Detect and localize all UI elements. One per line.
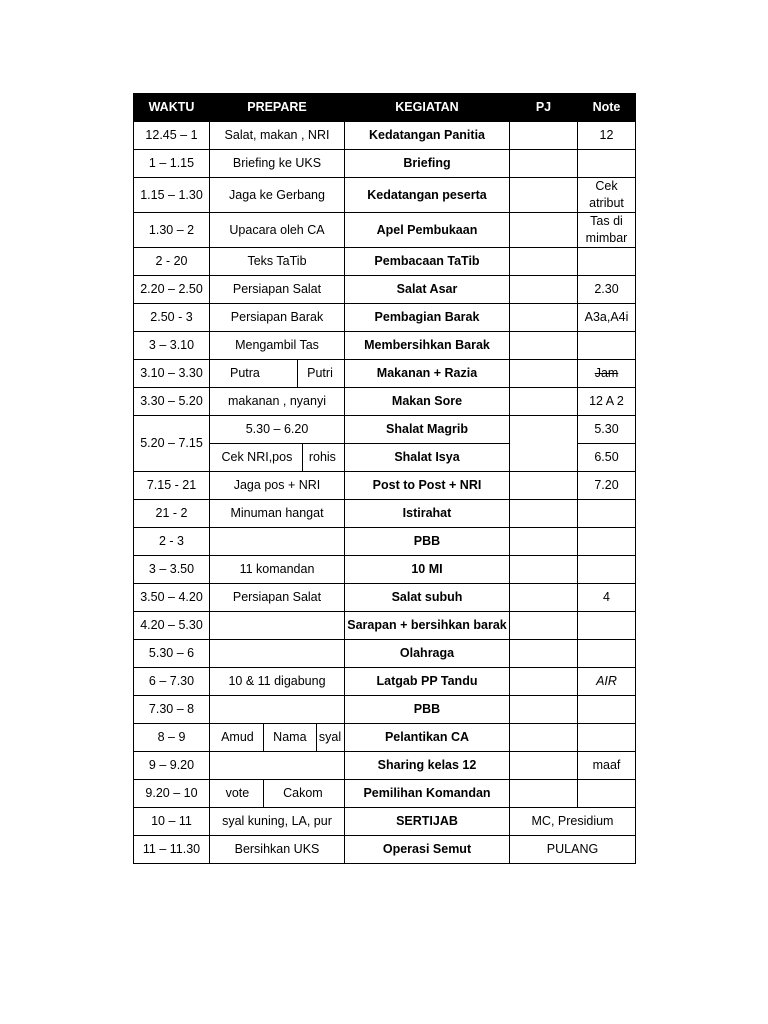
table-row xyxy=(134,472,636,500)
table-row xyxy=(134,612,636,640)
kegiatan-cell: Pembagian Barak xyxy=(345,304,510,332)
waktu-cell: 9.20 – 10 xyxy=(134,780,210,808)
header-note: Note xyxy=(578,94,636,122)
table-row xyxy=(134,528,636,556)
pj-cell xyxy=(510,556,578,584)
prepare-cell: 5.30 – 6.20 xyxy=(210,416,345,444)
table-row xyxy=(134,360,636,388)
pj-cell xyxy=(510,360,578,388)
kegiatan-cell: Latgab PP Tandu xyxy=(345,668,510,696)
waktu-cell: 21 - 2 xyxy=(134,500,210,528)
pj-cell xyxy=(510,472,578,500)
pj-cell xyxy=(510,122,578,150)
note-cell xyxy=(578,332,636,360)
note-cell xyxy=(578,500,636,528)
prepare-sub-cell: Cakom xyxy=(263,780,342,807)
waktu-cell: 1 – 1.15 xyxy=(134,150,210,178)
prepare-sub-cell: Amud xyxy=(221,730,254,744)
pj-cell xyxy=(510,528,578,556)
note-cell xyxy=(578,780,636,808)
schedule-table xyxy=(133,93,636,864)
pj-cell xyxy=(510,388,578,416)
waktu-cell: 3.50 – 4.20 xyxy=(134,584,210,612)
prepare-cell: 10 & 11 digabung xyxy=(210,668,345,696)
table-row xyxy=(134,388,636,416)
prepare-cell xyxy=(210,612,345,640)
note-cell xyxy=(578,528,636,556)
prepare-cell xyxy=(210,780,345,808)
kegiatan-cell: Briefing xyxy=(345,150,510,178)
waktu-cell: 9 – 9.20 xyxy=(134,752,210,780)
note-cell: 5.30 xyxy=(578,416,636,444)
note-cell xyxy=(578,640,636,668)
waktu-cell: 2.50 - 3 xyxy=(134,304,210,332)
waktu-cell: 5.30 – 6 xyxy=(134,640,210,668)
kegiatan-cell: Sharing kelas 12 xyxy=(345,752,510,780)
kegiatan-cell: Operasi Semut xyxy=(345,836,510,864)
kegiatan-cell: Salat subuh xyxy=(345,584,510,612)
table-row xyxy=(134,276,636,304)
table-row xyxy=(134,584,636,612)
waktu-cell: 10 – 11 xyxy=(134,808,210,836)
note-cell: Jam xyxy=(578,360,636,388)
table-row xyxy=(134,836,636,864)
prepare-sub-cell: rohis xyxy=(302,444,342,471)
kegiatan-cell: Kedatangan Panitia xyxy=(345,122,510,150)
table-row xyxy=(134,304,636,332)
waktu-cell: 3.10 – 3.30 xyxy=(134,360,210,388)
table-row xyxy=(134,150,636,178)
table-row xyxy=(134,500,636,528)
waktu-cell: 8 – 9 xyxy=(134,724,210,752)
waktu-cell: 2 - 3 xyxy=(134,528,210,556)
note-cell: Cek atribut xyxy=(578,178,636,213)
header-prepare: PREPARE xyxy=(210,94,345,122)
note-cell: 12 xyxy=(578,122,636,150)
header-row xyxy=(134,94,636,122)
kegiatan-cell: Sarapan + bersihkan barak xyxy=(345,612,510,640)
pj-cell xyxy=(510,752,578,780)
kegiatan-cell: SERTIJAB xyxy=(345,808,510,836)
table-row xyxy=(134,640,636,668)
waktu-cell: 3 – 3.10 xyxy=(134,332,210,360)
pj-cell xyxy=(510,500,578,528)
kegiatan-cell: Pelantikan CA xyxy=(345,724,510,752)
note-cell: Tas di mimbar xyxy=(578,213,636,248)
prepare-sub-cell: Putri xyxy=(298,360,343,387)
pj-cell xyxy=(510,612,578,640)
prepare-cell xyxy=(210,752,345,780)
waktu-cell: 2.20 – 2.50 xyxy=(134,276,210,304)
prepare-cell: Minuman hangat xyxy=(210,500,345,528)
note-cell: maaf xyxy=(578,752,636,780)
table-row xyxy=(134,780,636,808)
pj-note-cell: MC, Presidium xyxy=(510,808,636,836)
table-row xyxy=(134,248,636,276)
prepare-cell xyxy=(210,360,345,388)
kegiatan-cell: Makan Sore xyxy=(345,388,510,416)
prepare-cell: syal kuning, LA, pur xyxy=(210,808,345,836)
header-kegiatan: KEGIATAN xyxy=(345,94,510,122)
waktu-cell: 6 – 7.30 xyxy=(134,668,210,696)
kegiatan-cell: Shalat Magrib xyxy=(345,416,510,444)
kegiatan-cell: Olahraga xyxy=(345,640,510,668)
waktu-cell: 7.30 – 8 xyxy=(134,696,210,724)
header-waktu: WAKTU xyxy=(134,94,210,122)
prepare-cell: Upacara oleh CA xyxy=(210,213,345,248)
kegiatan-cell: Kedatangan peserta xyxy=(345,178,510,213)
pj-cell xyxy=(510,780,578,808)
table-row xyxy=(134,724,636,752)
prepare-sub-cell: Cek NRI,pos xyxy=(221,450,293,464)
pj-cell xyxy=(510,724,578,752)
waktu-cell: 2 - 20 xyxy=(134,248,210,276)
note-cell xyxy=(578,248,636,276)
header-pj: PJ xyxy=(510,94,578,122)
table-row xyxy=(134,416,636,444)
prepare-cell: 11 komandan xyxy=(210,556,345,584)
prepare-sub-cell: Putra xyxy=(230,366,260,380)
note-cell xyxy=(578,612,636,640)
table-row xyxy=(134,808,636,836)
kegiatan-cell: Post to Post + NRI xyxy=(345,472,510,500)
prepare-sub-cell: syal xyxy=(316,724,342,751)
note-cell xyxy=(578,696,636,724)
waktu-cell: 5.20 – 7.15 xyxy=(134,416,210,472)
note-cell xyxy=(578,556,636,584)
prepare-cell: makanan , nyanyi xyxy=(210,388,345,416)
table-row xyxy=(134,752,636,780)
waktu-cell: 11 – 11.30 xyxy=(134,836,210,864)
pj-cell xyxy=(510,150,578,178)
prepare-sub-cell: Nama xyxy=(263,724,316,751)
prepare-cell: Persiapan Barak xyxy=(210,304,345,332)
note-cell: 12 A 2 xyxy=(578,388,636,416)
note-cell: A3a,A4i xyxy=(578,304,636,332)
prepare-cell: Persiapan Salat xyxy=(210,584,345,612)
prepare-split xyxy=(212,724,342,751)
table-row xyxy=(134,332,636,360)
pj-cell xyxy=(510,696,578,724)
waktu-cell: 3.30 – 5.20 xyxy=(134,388,210,416)
prepare-split xyxy=(212,780,342,807)
table-row xyxy=(134,696,636,724)
pj-cell xyxy=(510,668,578,696)
table-row xyxy=(134,122,636,150)
pj-cell xyxy=(510,640,578,668)
note-cell: 2.30 xyxy=(578,276,636,304)
note-cell xyxy=(578,724,636,752)
table-row xyxy=(134,178,636,213)
note-cell: 4 xyxy=(578,584,636,612)
note-cell: 6.50 xyxy=(578,444,636,472)
prepare-cell: Jaga ke Gerbang xyxy=(210,178,345,213)
kegiatan-cell: Pemilihan Komandan xyxy=(345,780,510,808)
pj-note-cell: PULANG xyxy=(510,836,636,864)
prepare-cell: Salat, makan , NRI xyxy=(210,122,345,150)
prepare-cell xyxy=(210,696,345,724)
note-cell: AIR xyxy=(578,668,636,696)
kegiatan-cell: PBB xyxy=(345,696,510,724)
prepare-cell: Jaga pos + NRI xyxy=(210,472,345,500)
pj-cell xyxy=(510,332,578,360)
pj-cell xyxy=(510,416,578,472)
kegiatan-cell: Pembacaan TaTib xyxy=(345,248,510,276)
waktu-cell: 12.45 – 1 xyxy=(134,122,210,150)
prepare-split xyxy=(212,444,342,471)
prepare-cell: Mengambil Tas xyxy=(210,332,345,360)
prepare-cell xyxy=(210,444,345,472)
table-row xyxy=(134,668,636,696)
prepare-sub-cell: vote xyxy=(225,786,250,800)
kegiatan-cell: PBB xyxy=(345,528,510,556)
waktu-cell: 1.30 – 2 xyxy=(134,213,210,248)
waktu-cell: 4.20 – 5.30 xyxy=(134,612,210,640)
prepare-cell: Bersihkan UKS xyxy=(210,836,345,864)
kegiatan-cell: Salat Asar xyxy=(345,276,510,304)
kegiatan-cell: Apel Pembukaan xyxy=(345,213,510,248)
prepare-cell: Teks TaTib xyxy=(210,248,345,276)
table-row xyxy=(134,556,636,584)
pj-cell xyxy=(510,304,578,332)
note-cell: 7.20 xyxy=(578,472,636,500)
kegiatan-cell: Istirahat xyxy=(345,500,510,528)
prepare-cell: Persiapan Salat xyxy=(210,276,345,304)
pj-cell xyxy=(510,248,578,276)
prepare-split xyxy=(212,360,342,387)
waktu-cell: 1.15 – 1.30 xyxy=(134,178,210,213)
prepare-cell xyxy=(210,640,345,668)
waktu-cell: 7.15 - 21 xyxy=(134,472,210,500)
waktu-cell: 3 – 3.50 xyxy=(134,556,210,584)
note-cell xyxy=(578,150,636,178)
pj-cell xyxy=(510,213,578,248)
kegiatan-cell: Makanan + Razia xyxy=(345,360,510,388)
prepare-cell xyxy=(210,724,345,752)
prepare-cell: Briefing ke UKS xyxy=(210,150,345,178)
pj-cell xyxy=(510,584,578,612)
kegiatan-cell: Membersihkan Barak xyxy=(345,332,510,360)
table-row xyxy=(134,213,636,248)
pj-cell xyxy=(510,178,578,213)
prepare-cell xyxy=(210,528,345,556)
kegiatan-cell: Shalat Isya xyxy=(345,444,510,472)
kegiatan-cell: 10 MI xyxy=(345,556,510,584)
pj-cell xyxy=(510,276,578,304)
